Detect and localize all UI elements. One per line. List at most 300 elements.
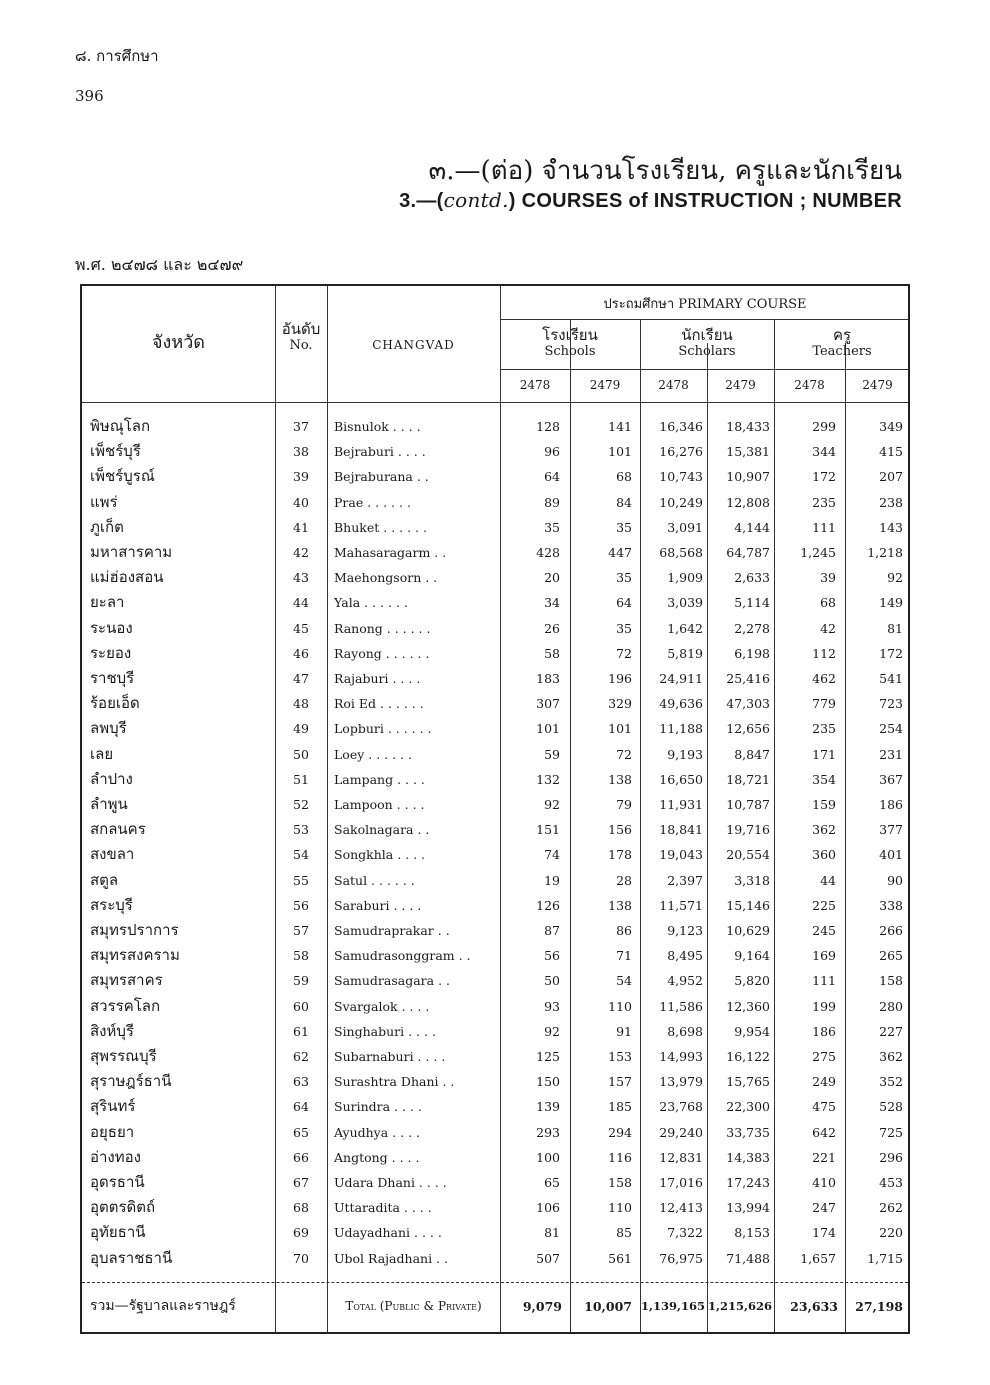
- scholars-2479: 12,360: [726, 998, 770, 1014]
- schools-2479: 294: [608, 1124, 632, 1140]
- scholars-2478: 14,993: [659, 1049, 703, 1064]
- teachers-2479: 349: [879, 419, 903, 434]
- schools-2479: 35: [616, 519, 632, 535]
- total-scholars-2478: 1,139,165: [640, 1299, 705, 1313]
- teachers-2478: 171: [812, 746, 836, 762]
- scholars-2479: 15,765: [726, 1074, 770, 1090]
- teachers-2478: 159: [812, 797, 836, 812]
- teachers-2478: 475: [812, 1099, 836, 1115]
- scholars-2478: 9,193: [667, 746, 703, 762]
- changvad-en: Ubol Rajadhani . .: [334, 1250, 448, 1266]
- teachers-2479: 262: [879, 1200, 903, 1216]
- scholars-2479: 19,716: [726, 822, 770, 838]
- teachers-2479: 367: [879, 771, 903, 787]
- changvad-thai: อยุธยา: [90, 1122, 135, 1141]
- teachers-2479: 1,715: [867, 1250, 903, 1266]
- scholars-2479: 15,146: [726, 897, 770, 913]
- teachers-2478: 44: [820, 872, 836, 888]
- row-number: 38: [293, 444, 309, 460]
- teachers-2479: 723: [879, 696, 903, 712]
- teachers-2479: 220: [879, 1225, 903, 1241]
- row-number: 69: [293, 1225, 309, 1241]
- changvad-thai: ระยอง: [90, 643, 132, 662]
- schools-2479: 156: [608, 822, 632, 838]
- changvad-en: Bisnulok . . . .: [334, 419, 421, 434]
- page-number: 396: [75, 87, 104, 105]
- teachers-2478: 344: [812, 444, 836, 460]
- row-number: 57: [293, 923, 309, 938]
- schools-2478: 92: [544, 1023, 560, 1039]
- teachers-2478: 235: [812, 721, 836, 737]
- schools-2479: 85: [616, 1225, 632, 1241]
- row-number: 59: [293, 973, 309, 989]
- schools-2479: 35: [616, 570, 632, 586]
- changvad-thai: พิษณุโลก: [90, 417, 151, 435]
- changvad-en: Udara Dhani . . . .: [334, 1175, 447, 1190]
- teachers-2479: 231: [879, 746, 903, 762]
- schools-2479: 35: [616, 620, 632, 636]
- row-number: 70: [293, 1250, 309, 1266]
- section-label: ๘. การศึกษา: [75, 47, 159, 65]
- changvad-en: Subarnaburi . . . .: [334, 1049, 446, 1064]
- row-number: 49: [293, 721, 309, 737]
- schools-2478: 19: [544, 872, 560, 888]
- scholars-2478: 18,841: [659, 822, 703, 838]
- scholars-2479: 47,303: [726, 696, 770, 712]
- schools-2479: 71: [616, 948, 632, 964]
- teachers-2478: 462: [812, 671, 836, 686]
- changvad-en: Samudrasagara . .: [334, 973, 450, 989]
- schools-2478: 26: [544, 620, 560, 636]
- scholars-2478: 8,495: [667, 948, 703, 964]
- changvad-thai: สมุทรสาคร: [90, 971, 163, 990]
- scholars-2479: 4,144: [734, 519, 770, 535]
- rule: [82, 1282, 908, 1283]
- changvad-thai: สระบุรี: [90, 895, 133, 914]
- changvad-en: Loey . . . . . .: [334, 746, 412, 762]
- changvad-en: Bhuket . . . . . .: [334, 519, 427, 535]
- row-number: 39: [293, 469, 309, 485]
- teachers-2479: 725: [879, 1124, 903, 1140]
- scholars-2478: 12,413: [659, 1200, 703, 1216]
- teachers-2479: 238: [879, 494, 903, 510]
- schools-2479: 110: [608, 1200, 632, 1216]
- scholars-2478: 13,979: [659, 1074, 703, 1090]
- changvad-en: Saraburi . . . .: [334, 897, 422, 913]
- data-table: [80, 284, 910, 1334]
- teachers-2479: 352: [879, 1074, 903, 1090]
- teachers-2479: 172: [879, 645, 903, 661]
- scholars-2479: 17,243: [726, 1175, 770, 1190]
- teachers-2478: 779: [812, 696, 836, 712]
- teachers-2479: 149: [879, 595, 903, 611]
- changvad-en: Sakolnagara . .: [334, 822, 430, 838]
- schools-2479: 561: [608, 1250, 632, 1266]
- teachers-2478: 112: [812, 645, 836, 661]
- scholars-2479: 9,164: [734, 948, 770, 964]
- teachers-2479: 227: [879, 1023, 903, 1039]
- scholars-2479: 10,907: [726, 469, 770, 485]
- schools-2478: 101: [536, 721, 560, 737]
- teachers-2479: 92: [887, 570, 903, 586]
- teachers-2478: 199: [812, 998, 836, 1014]
- scholars-2478: 16,650: [659, 771, 703, 787]
- scholars-2479: 20,554: [726, 847, 770, 863]
- changvad-en: Maehongsorn . .: [334, 570, 438, 586]
- row-number: 63: [293, 1074, 309, 1090]
- changvad-en: Samudraprakar . .: [334, 923, 450, 938]
- scholars-2478: 29,240: [659, 1124, 703, 1140]
- scholars-2479: 5,820: [734, 973, 770, 989]
- schools-2478: 128: [536, 419, 560, 434]
- changvad-en: Ayudhya . . . .: [334, 1124, 420, 1140]
- scholars-2479: 18,433: [726, 419, 770, 434]
- changvad-en: Lopburi . . . . . .: [334, 721, 432, 737]
- changvad-thai: ลพบุรี: [90, 719, 127, 738]
- schools-2478: 507: [536, 1250, 560, 1266]
- scholars-2479: 14,383: [726, 1149, 770, 1165]
- changvad-thai: เลย: [90, 744, 114, 763]
- schools-2478: 50: [544, 973, 560, 989]
- changvad-thai: อ่างทอง: [90, 1147, 141, 1166]
- row-number: 64: [293, 1099, 309, 1115]
- schools-2478: 307: [536, 696, 560, 712]
- scholars-2478: 11,586: [659, 998, 703, 1014]
- changvad-en: Udayadhani . . . .: [334, 1225, 442, 1241]
- scholars-2478: 3,091: [667, 519, 703, 535]
- scholars-2478: 7,322: [667, 1225, 703, 1241]
- teachers-2478: 169: [812, 948, 836, 964]
- teachers-2479: 415: [879, 444, 903, 460]
- teachers-2478: 172: [812, 469, 836, 485]
- row-number: 47: [293, 671, 309, 686]
- teachers-2478: 362: [812, 822, 836, 838]
- scholars-2478: 24,911: [659, 671, 703, 686]
- scholars-2479: 71,488: [726, 1250, 770, 1266]
- header-year-schools-2478: 2478: [519, 378, 551, 392]
- row-number: 45: [293, 620, 309, 636]
- scholars-2479: 6,198: [734, 645, 770, 661]
- schools-2478: 106: [536, 1200, 560, 1216]
- schools-2478: 139: [536, 1099, 560, 1115]
- changvad-en: Rajaburi . . . .: [334, 671, 421, 686]
- scholars-2478: 9,123: [667, 923, 703, 938]
- changvad-thai: สงขลา: [90, 845, 135, 864]
- row-number: 54: [293, 847, 309, 863]
- header-teachers-en: Teachers: [812, 344, 872, 359]
- schools-2479: 72: [616, 746, 632, 762]
- schools-2479: 116: [608, 1149, 632, 1165]
- row-number: 60: [293, 998, 309, 1014]
- changvad-en: Samudrasonggram . .: [334, 948, 471, 964]
- title-en-suffix: ) COURSES of INSTRUCTION ; NUMBER: [508, 190, 902, 212]
- scholars-2478: 16,276: [659, 444, 703, 460]
- scholars-2478: 1,642: [667, 620, 703, 636]
- row-number: 67: [293, 1175, 309, 1190]
- teachers-2478: 42: [820, 620, 836, 636]
- schools-2479: 84: [616, 494, 632, 510]
- row-number: 66: [293, 1149, 309, 1165]
- teachers-2479: 266: [879, 923, 903, 938]
- teachers-2478: 39: [820, 570, 836, 586]
- schools-2479: 91: [616, 1023, 632, 1039]
- total-teachers-2478: 23,633: [790, 1299, 838, 1314]
- teachers-2478: 249: [812, 1074, 836, 1090]
- schools-2478: 293: [536, 1124, 560, 1140]
- scholars-2478: 5,819: [667, 645, 703, 661]
- scholars-2478: 76,975: [659, 1250, 703, 1266]
- changvad-en: Surashtra Dhani . .: [334, 1074, 455, 1090]
- teachers-2479: 296: [879, 1149, 903, 1165]
- changvad-thai: ร้อยเอ็ด: [90, 694, 140, 713]
- changvad-thai: ระนอง: [90, 618, 133, 637]
- teachers-2479: 158: [879, 973, 903, 989]
- scholars-2478: 11,931: [659, 797, 703, 812]
- schools-2479: 178: [608, 847, 632, 863]
- scholars-2478: 16,346: [659, 419, 703, 434]
- changvad-en: Yala . . . . . .: [334, 595, 408, 611]
- title-en-prefix: 3.—(: [399, 190, 444, 212]
- scholars-2479: 10,787: [726, 797, 770, 812]
- changvad-thai: ลำพูน: [90, 795, 128, 813]
- changvad-en: Angtong . . . .: [334, 1149, 420, 1165]
- rule: [82, 402, 908, 403]
- header-teachers: [774, 326, 910, 360]
- changvad-thai: สกลนคร: [90, 820, 146, 839]
- total-scholars-2479: 1,215,626: [707, 1299, 772, 1313]
- schools-2478: 132: [536, 771, 560, 787]
- header-year-teachers-2479: 2479: [862, 378, 893, 392]
- total-teachers-2479: 27,198: [855, 1299, 903, 1314]
- row-number: 65: [293, 1124, 309, 1140]
- schools-2479: 138: [608, 771, 632, 787]
- title-en-contd: contd.: [443, 188, 509, 212]
- teachers-2478: 410: [812, 1175, 836, 1190]
- scholars-2478: 4,952: [667, 973, 703, 989]
- header-changvad-thai: จังหวัด: [152, 332, 205, 353]
- changvad-thai: อุดรธานี: [90, 1173, 145, 1191]
- changvad-thai: สมุทรปราการ: [90, 921, 179, 939]
- schools-2478: 183: [536, 671, 560, 686]
- teachers-2479: 143: [879, 519, 903, 535]
- scholars-2478: 23,768: [659, 1099, 703, 1115]
- schools-2479: 110: [608, 998, 632, 1014]
- row-number: 46: [293, 645, 309, 661]
- teachers-2479: 81: [887, 620, 903, 636]
- changvad-en: Bejraburi . . . .: [334, 444, 426, 460]
- header-no-en: No.: [289, 338, 313, 353]
- schools-2479: 185: [608, 1099, 632, 1115]
- header-year-schools-2479: 2479: [589, 378, 621, 392]
- schools-2479: 54: [616, 973, 632, 989]
- row-number: 37: [293, 419, 309, 434]
- scholars-2479: 5,114: [734, 595, 770, 611]
- header-scholars-en: Scholars: [678, 344, 736, 359]
- scholars-2478: 19,043: [659, 847, 703, 863]
- teachers-2479: 401: [879, 847, 903, 863]
- row-number: 44: [293, 595, 309, 611]
- changvad-thai: มหาสารคาม: [90, 543, 173, 561]
- teachers-2479: 362: [879, 1049, 903, 1064]
- row-number: 56: [293, 897, 309, 913]
- teachers-2478: 299: [812, 419, 836, 434]
- schools-2479: 72: [616, 645, 632, 661]
- changvad-thai: เพ็ชร์บุรี: [90, 442, 141, 461]
- changvad-thai: ยะลา: [90, 593, 125, 612]
- schools-2478: 151: [536, 822, 560, 838]
- schools-2478: 65: [544, 1175, 560, 1190]
- page-title-english: [399, 188, 902, 213]
- scholars-2479: 8,847: [734, 746, 770, 762]
- scholars-2478: 11,188: [659, 721, 703, 737]
- schools-2478: 100: [536, 1149, 560, 1165]
- changvad-thai: สมุทรสงคราม: [90, 946, 180, 965]
- schools-2478: 428: [536, 545, 560, 560]
- row-number: 41: [293, 519, 309, 535]
- row-number: 40: [293, 494, 309, 510]
- scholars-2479: 12,808: [726, 494, 770, 510]
- header-schools-thai: โรงเรียน: [542, 326, 598, 344]
- scholars-2479: 25,416: [726, 671, 770, 686]
- teachers-2478: 247: [812, 1200, 836, 1216]
- changvad-thai: สตูล: [90, 870, 119, 889]
- row-number: 61: [293, 1023, 309, 1039]
- teachers-2479: 90: [887, 872, 903, 888]
- teachers-2478: 225: [812, 897, 836, 913]
- scholars-2478: 12,831: [659, 1149, 703, 1165]
- rule: [327, 286, 328, 1332]
- scholars-2479: 2,633: [734, 570, 770, 586]
- scholars-2478: 1,909: [667, 570, 703, 586]
- changvad-en: Svargalok . . . .: [334, 998, 430, 1014]
- scholars-2479: 13,994: [726, 1200, 770, 1216]
- scholars-2479: 9,954: [734, 1023, 770, 1039]
- teachers-2478: 235: [812, 494, 836, 510]
- schools-2478: 64: [544, 469, 560, 485]
- teachers-2478: 642: [812, 1124, 836, 1140]
- schools-2478: 56: [544, 948, 560, 964]
- teachers-2479: 338: [879, 897, 903, 913]
- scholars-2478: 17,016: [659, 1175, 703, 1190]
- teachers-2479: 541: [879, 671, 903, 686]
- schools-2478: 96: [544, 444, 560, 460]
- changvad-en: Songkhla . . . .: [334, 847, 426, 863]
- scholars-2479: 15,381: [726, 444, 770, 460]
- scholars-2479: 22,300: [726, 1099, 770, 1115]
- changvad-thai: อุทัยธานี: [90, 1223, 146, 1242]
- scholars-2479: 3,318: [734, 872, 770, 888]
- changvad-en: Uttaradita . . . .: [334, 1200, 432, 1216]
- scholars-2479: 10,629: [726, 923, 770, 938]
- teachers-2478: 354: [812, 771, 836, 787]
- schools-2479: 141: [608, 419, 632, 434]
- changvad-en: Mahasaragarm . .: [334, 545, 447, 560]
- schools-2478: 93: [544, 998, 560, 1014]
- teachers-2478: 275: [812, 1049, 836, 1064]
- changvad-thai: ภูเก็ต: [90, 517, 124, 536]
- teachers-2479: 528: [879, 1099, 903, 1115]
- schools-2478: 20: [544, 570, 560, 586]
- changvad-en: Surindra . . . .: [334, 1099, 422, 1115]
- schools-2478: 58: [544, 645, 560, 661]
- changvad-thai: สุราษฎร์ธานี: [90, 1072, 172, 1091]
- teachers-2478: 360: [812, 847, 836, 863]
- schools-2479: 79: [616, 797, 632, 812]
- header-schools: [500, 326, 640, 360]
- changvad-thai: แม่ฮ่องสอน: [90, 568, 164, 587]
- changvad-en: Rayong . . . . . .: [334, 645, 430, 661]
- schools-2479: 158: [608, 1175, 632, 1190]
- changvad-thai: ลำปาง: [90, 769, 133, 788]
- teachers-2479: 280: [879, 998, 903, 1014]
- schools-2478: 81: [544, 1225, 560, 1241]
- schools-2479: 153: [608, 1049, 632, 1064]
- schools-2478: 92: [544, 797, 560, 812]
- header-teachers-thai: ครู: [832, 326, 852, 344]
- schools-2479: 64: [616, 595, 632, 611]
- changvad-en: Satul . . . . . .: [334, 872, 415, 888]
- schools-2479: 101: [608, 444, 632, 460]
- changvad-en: Lampang . . . .: [334, 771, 425, 787]
- changvad-thai: แพร่: [90, 492, 118, 511]
- header-year-teachers-2478: 2478: [794, 378, 825, 392]
- changvad-thai: เพ็ชร์บูรณ์: [90, 467, 155, 486]
- teachers-2478: 111: [812, 973, 836, 989]
- schools-2479: 138: [608, 897, 632, 913]
- scholars-2478: 3,039: [667, 595, 703, 611]
- teachers-2478: 1,245: [800, 545, 836, 560]
- teachers-2478: 174: [812, 1225, 836, 1241]
- row-number: 43: [293, 570, 309, 586]
- header-schools-en: Schools: [544, 344, 596, 359]
- changvad-en: Lampoon . . . .: [334, 797, 425, 812]
- teachers-2478: 221: [812, 1149, 836, 1165]
- teachers-2479: 377: [879, 822, 903, 838]
- schools-2479: 86: [616, 923, 632, 938]
- changvad-en: Singhaburi . . . .: [334, 1023, 436, 1039]
- schools-2479: 101: [608, 721, 632, 737]
- header-changvad-en: CHANGVAD: [372, 338, 455, 352]
- row-number: 58: [293, 948, 309, 964]
- schools-2479: 447: [608, 545, 632, 560]
- row-number: 52: [293, 797, 309, 812]
- teachers-2479: 186: [879, 797, 903, 812]
- changvad-en: Prae . . . . . .: [334, 494, 411, 510]
- scholars-2479: 2,278: [734, 620, 770, 636]
- scholars-2478: 10,249: [659, 494, 703, 510]
- schools-2479: 196: [608, 671, 632, 686]
- scholars-2478: 11,571: [659, 897, 703, 913]
- teachers-2478: 68: [820, 595, 836, 611]
- header-no: [275, 320, 327, 354]
- scholars-2479: 33,735: [726, 1124, 770, 1140]
- schools-2479: 329: [608, 696, 632, 712]
- total-label-en: Total (Public & Private): [345, 1299, 482, 1313]
- changvad-en: Roi Ed . . . . . .: [334, 696, 424, 712]
- changvad-thai: สวรรคโลก: [90, 996, 161, 1015]
- scholars-2478: 68,568: [659, 545, 703, 560]
- schools-2478: 74: [544, 847, 560, 863]
- rule: [500, 319, 908, 320]
- scholars-2479: 8,153: [734, 1225, 770, 1241]
- schools-2478: 150: [536, 1074, 560, 1090]
- teachers-2478: 111: [812, 519, 836, 535]
- schools-2478: 59: [544, 746, 560, 762]
- row-number: 62: [293, 1049, 309, 1064]
- teachers-2479: 1,218: [867, 545, 903, 560]
- total-schools-2478: 9,079: [522, 1299, 562, 1314]
- years-caption: พ.ศ. ๒๔๗๘ และ ๒๔๗๙: [75, 255, 244, 274]
